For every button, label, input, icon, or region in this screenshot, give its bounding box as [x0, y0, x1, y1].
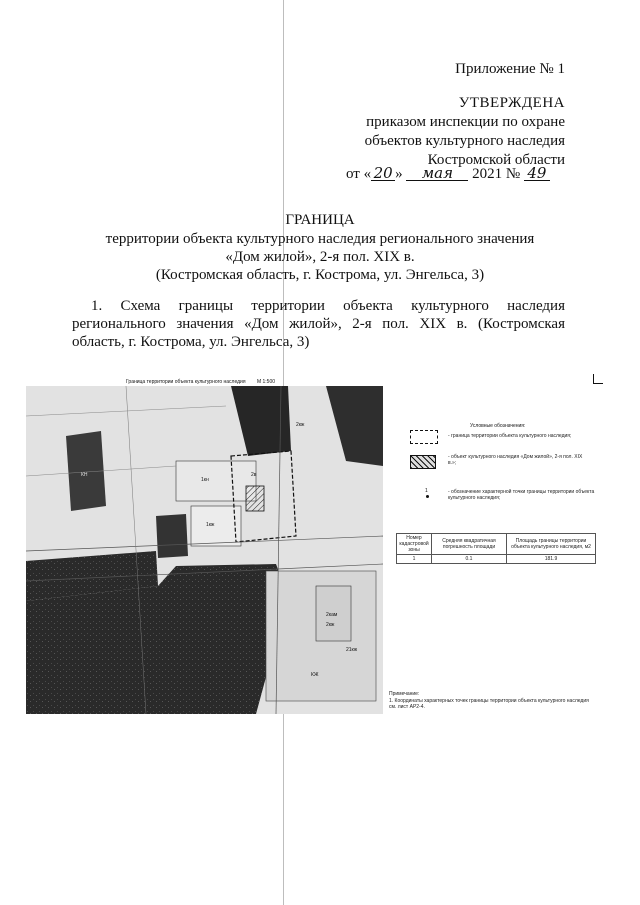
area-table — [396, 533, 596, 564]
legend-object-symbol — [410, 455, 436, 469]
boundary-map — [26, 386, 383, 714]
table-cell: 1 — [397, 555, 432, 564]
table-row — [397, 555, 596, 564]
table-cell: 0.1 — [432, 555, 507, 564]
map-scale: М 1:500 — [256, 379, 276, 385]
legend-item-3: - обозначение характерной точки границы территории объекта культурного наследия; — [448, 489, 595, 501]
date-prefix: от « — [346, 166, 372, 182]
section-line-2: регионального значения «Дом жилой», 2-я пол. XIX в. (Костромская — [72, 316, 565, 332]
legend-item-2: - объект культурного наследия «Дом жилой», 2-я пол. XIX в.»; — [448, 454, 583, 466]
legend-title: Условные обозначения: — [470, 423, 526, 429]
section-line-3: область, г. Кострома, ул. Энгельса, 3) — [72, 334, 310, 350]
map-label-2: 2кж — [326, 622, 335, 628]
section-line-1: 1. Схема границы территории объекта культурного наследия — [91, 298, 565, 314]
legend-item-1: - граница территории объекта культурного наследия; — [448, 433, 572, 439]
table-cell: 181.9 — [507, 555, 596, 564]
map-label-1: 2кам — [326, 612, 338, 618]
order-date-line — [346, 165, 568, 189]
map-title — [126, 379, 275, 385]
table-header-cell: Номер кадастровой зоны — [397, 534, 432, 555]
approved-label: УТВЕРЖДЕНА — [458, 95, 565, 111]
table-header-cell: Средняя квадратичная погрешность площади — [432, 534, 507, 555]
date-month: мая — [406, 166, 468, 181]
heritage-object-hatch — [246, 486, 264, 511]
title-line-1: территории объекта культурного наследия регионального значения — [105, 231, 535, 247]
title-line-2: «Дом жилой», 2-я пол. XIX в. — [225, 249, 415, 265]
order-line-3: Костромской области — [427, 152, 565, 168]
order-line-1: приказом инспекции по охране — [366, 114, 565, 130]
map-label-9: КЖ — [311, 672, 319, 678]
legend-boundary-symbol — [410, 430, 438, 444]
order-line-2: объектов культурного наследия — [364, 133, 565, 149]
map-drawing — [26, 386, 383, 714]
order-number: 49 — [524, 166, 550, 181]
map-label-5: 2в — [251, 472, 257, 478]
document-title: ГРАНИЦА — [285, 212, 355, 228]
legend-point-symbol — [425, 488, 428, 494]
map-label-6: КН — [81, 472, 88, 478]
table-header-row — [397, 534, 596, 555]
note-text: 1. Координаты характерных точек границы территории объекта культурного наследия см. лист АР2-4. — [389, 698, 589, 710]
map-title-text: Граница территории объекта культурного наследия — [126, 379, 246, 385]
map-label-8: 21кж — [346, 647, 358, 653]
date-day: 20 — [371, 166, 395, 181]
legend-point-number: 1 — [425, 488, 428, 494]
date-separator: » — [395, 166, 403, 182]
table-header-cell: Площадь границы территории объекта культурного наследия, м2 — [507, 534, 596, 555]
note-label: Примечание: — [389, 691, 420, 697]
legend-point-dot — [426, 495, 429, 498]
title-line-3: (Костромская область, г. Кострома, ул. Энгельса, 3) — [155, 267, 485, 283]
appendix-label: Приложение № 1 — [455, 61, 565, 77]
date-year: 2021 № — [472, 166, 521, 182]
map-label-7: 2кж — [296, 422, 305, 428]
map-label-3: 1кн — [201, 477, 209, 483]
map-label-4: 1кж — [206, 522, 215, 528]
corner-mark — [593, 374, 603, 384]
building-centre — [156, 514, 188, 558]
